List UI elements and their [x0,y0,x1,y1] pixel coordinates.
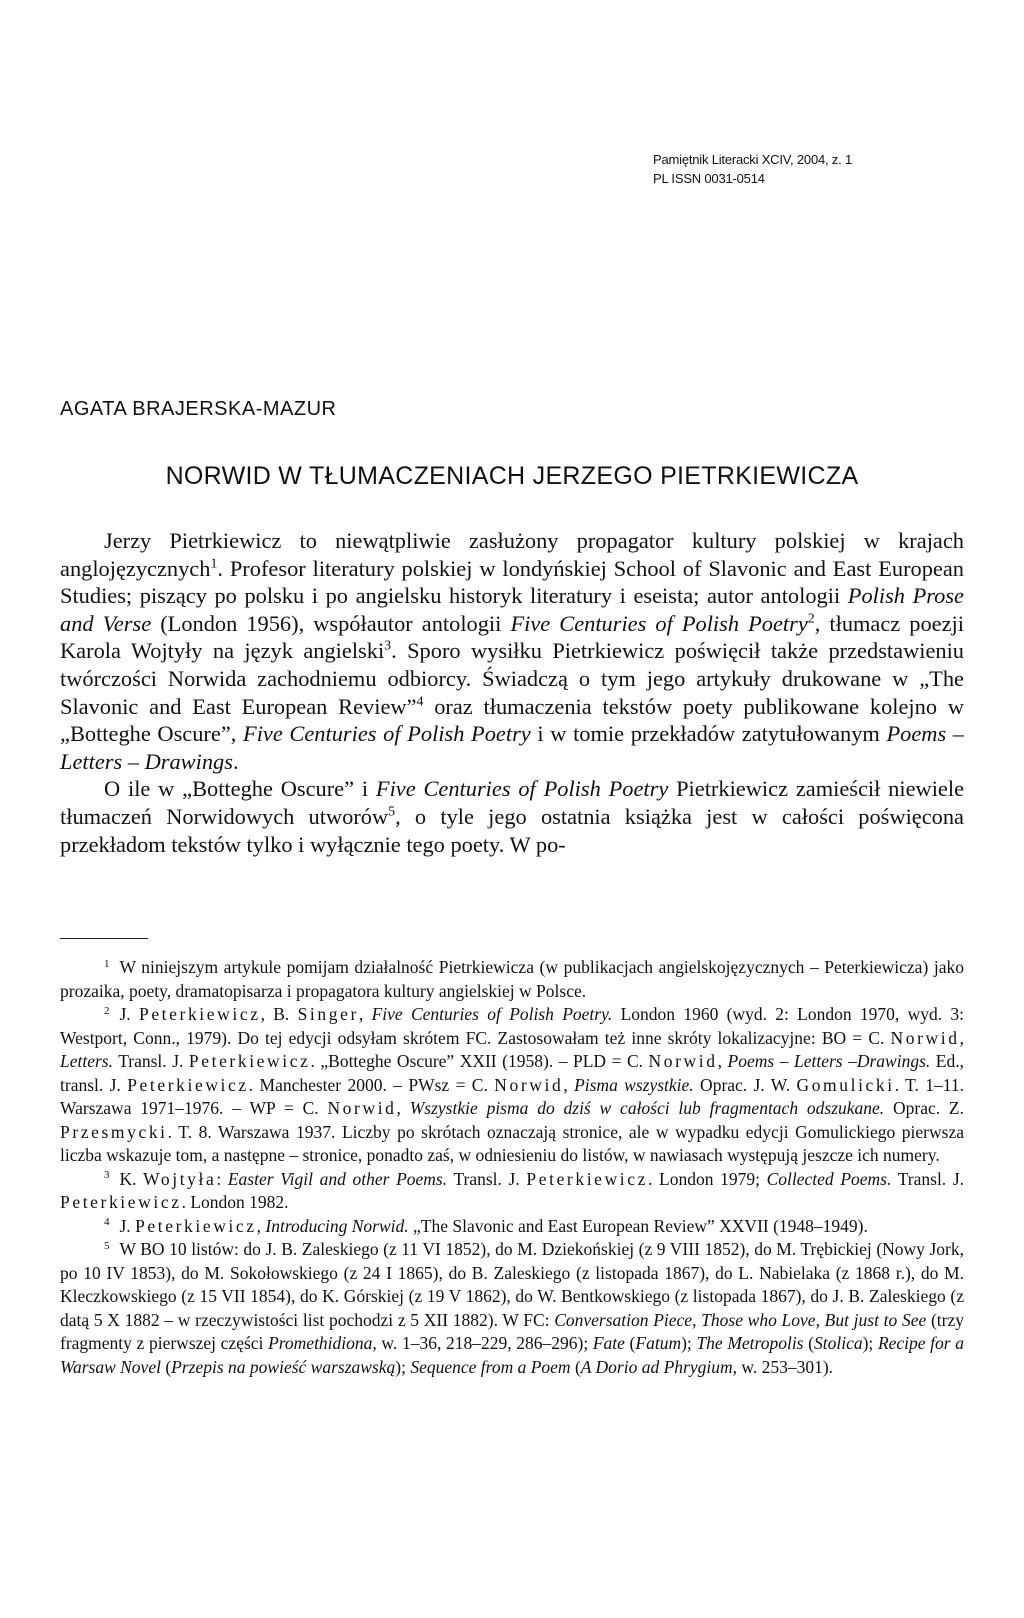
body-paragraph: O ile w „Botteghe Oscure” i Five Centuries of Polish Poetry Pietrkiewicz zamieścił niewiele tłumaczeń Norwidowych utworów$^5$, o tyle jego ostatnia książka jest w całości poświęcona przekładom tekstów tylko i wyłącznie tego poety. W po- [60,776,965,857]
journal-issn: PL ISSN 0031-0514 [653,171,765,186]
footnote-5: $^5$ W BO 10 listów: do J. B. Zaleskiego (z 11 VI 1852), do M. Dziekońskiej (z 9 VIII 1852), do M. Trębickiej (Nowy Jork, po 10 IV 1853), do M. Sokołowskiego (z 24 I 1865), do B. Zaleskiego (z listopada 1867), do L. Nabielaka (z 1868 r.), do M. Kleczkowskiego (z 15 VII 1854), do K. Górskiej (z 19 V 1862), do W. Bentkowskiego (z listopada 1867), do J. B. Zaleskiego (z datą 5 X 1882 – w rzeczywistości list pochodzi z 5 XII 1882). W FC: Conversation Piece, Those who Love, But just to See (trzy fragmenty z pierwszej części Promethidiona, w. 1–36, 218–229, 286–296); Fate (Fatum); The Metropolis (Stolica); Recipe for a Warsaw Novel (Przepis na powieść warszawską); Sequence from a Poem (A Dorio ad Phrygium, w. 253–301). [60,1239,965,1377]
footnote-number: 3 [104,1169,110,1182]
footnote-number: 5 [104,1239,110,1252]
footnote-number: 4 [104,1216,110,1229]
footnote-number: 2 [104,1004,110,1017]
article-title: NORWID W TŁUMACZENIACH JERZEGO PIETRKIEWICZA [165,462,859,490]
journal-issue: Pamiętnik Literacki XCIV, 2004, z. 1 [653,152,852,167]
footnote-ref[interactable]: 2 [807,611,815,627]
footnote-ref[interactable]: 5 [388,804,396,820]
article-author: AGATA BRAJERSKA-MAZUR [60,398,337,420]
footnote-ref[interactable]: 4 [416,694,424,710]
article-body [60,527,964,858]
footnote-number: 1 [104,957,110,970]
footnote-4: $^4$ J. Peterkiewicz, Introducing Norwid. „The Slavonic and East European Review” XXVII (1948–1949). [104,1215,868,1236]
footnote-ref[interactable]: 3 [384,639,392,655]
footnote-ref[interactable]: 1 [210,556,218,572]
footnote-2: $^2$ J. Peterkiewicz, B. Singer, Five Centuries of Polish Poetry. London 1960 (wyd. 2: London 1970, wyd. 3: Westport, Conn., 1979). Do tej edycji odsyłam skrótem FC. Zastosowałam też inne skróty lokalizacyjne: BO = C. Norwid, Letters. Transl. J. Peterkiewicz. „Botteghe Oscure” XXII (1958). – PLD = C. Norwid, Poems – Letters –Drawings. Ed., transl. J. Peterkiewicz. Manchester 2000. – PWsz = C. Norwid, Pisma wszystkie. Oprac. J. W. Gomulicki. T. 1–11. Warszawa 1971–1976. – WP = C. Norwid, Wszystkie pisma do dziś w całości lub fragmentach odszukane. Oprac. Z. Przesmycki. T. 8. Warszawa 1937. Liczby po skrótach oznaczają stronice, ale w wypadku edycji Gomulickiego pierwsza liczba wskazuje tom, a następne – stronice, ponadto zaś, w odniesieniu do listów, w nawiasach występują jeszcze ich numery. [60,1004,965,1165]
footnotes [60,956,964,1379]
footnote-3: $^3$ K. Wojtyła: Easter Vigil and other Poems. Transl. J. Peterkiewicz. London 1979; Collected Poems. Transl. J. Peterkiewicz. London 1982. [60,1168,965,1212]
journal-masthead [653,150,852,188]
footnote-divider [60,938,148,939]
body-paragraph: Jerzy Pietrkiewicz to niewątpliwie zasłużony propagator kultury polskiej w krajach anglojęzycznych$^1$. Profesor literatury polskiej w londyńskiej School of Slavonic and East European Studies; piszący po polsku i po angielsku historyk literatury i eseista; autor antologii Polish Prose and Verse (London 1956), współautor antologii Five Centuries of Polish Poetry$^2$, tłumacz poezji Karola Wojtyły na język angielski$^3$. Sporo wysiłku Pietrkiewicz poświęcił także przedstawieniu twórczości Norwida zachodniemu odbiorcy. Świadczą o tym jego artykuły drukowane w „The Slavonic and East European Review”$^4$ oraz tłumaczenia tekstów poety publikowane kolejno w „Botteghe Oscure”, Five Centuries of Polish Poetry i w tomie przekładów zatytułowanym Poems – Letters – Drawings. [60,528,965,774]
footnote-1: $^1$ W niniejszym artykule pomijam działalność Pietrkiewicza (w publikacjach angielskojęzycznych – Peterkiewicza) jako prozaika, poety, dramatopisarza i propagatora kultury angielskiej w Polsce. [60,957,964,1001]
